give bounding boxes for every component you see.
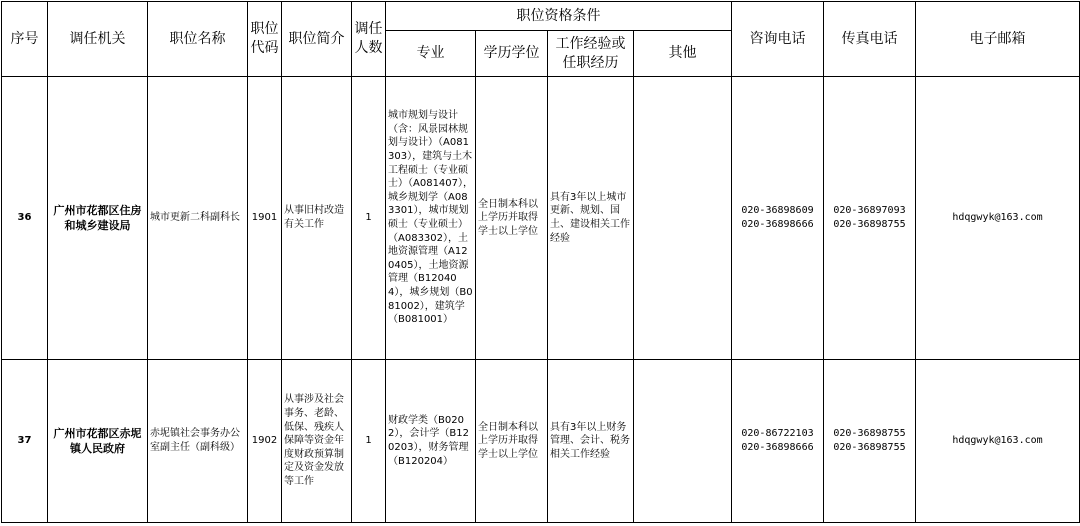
row-experience: 具有3年以上财务管理、会计、税务相关工作经验 bbox=[548, 360, 634, 523]
row-seq: 37 bbox=[2, 360, 48, 523]
row-other bbox=[634, 77, 732, 360]
header-fax: 传真电话 bbox=[824, 2, 916, 77]
row-phone: 020-86722103 020-36898666 bbox=[732, 360, 824, 523]
row-email: hdqgwyk@163.com bbox=[916, 77, 1080, 360]
header-position-name: 职位名称 bbox=[148, 2, 248, 77]
row-count: 1 bbox=[352, 77, 386, 360]
header-major: 专业 bbox=[386, 31, 476, 77]
header-intro: 职位简介 bbox=[282, 2, 352, 77]
recruitment-table bbox=[1, 1, 1080, 523]
row-email: hdqgwyk@163.com bbox=[916, 360, 1080, 523]
row-count: 1 bbox=[352, 360, 386, 523]
row-education: 全日制本科以上学历并取得学士以上学位 bbox=[476, 77, 548, 360]
header-agency: 调任机关 bbox=[48, 2, 148, 77]
row-intro: 从事旧村改造有关工作 bbox=[282, 77, 352, 360]
row-position-code: 1901 bbox=[248, 77, 282, 360]
row-intro: 从事涉及社会事务、老龄、低保、残疾人保障等资金年度财政预算制定及资金发放等工作 bbox=[282, 360, 352, 523]
row-major: 财政学类（B0202），会计学（B120203），财务管理（B120204） bbox=[386, 360, 476, 523]
header-qualifications: 职位资格条件 bbox=[386, 2, 732, 31]
header-experience: 工作经验或 任职经历 bbox=[548, 31, 634, 77]
row-seq: 36 bbox=[2, 77, 48, 360]
row-position-code: 1902 bbox=[248, 360, 282, 523]
header-education: 学历学位 bbox=[476, 31, 548, 77]
row-position-name: 赤坭镇社会事务办公室副主任（副科级） bbox=[148, 360, 248, 523]
row-education: 全日制本科以上学历并取得学士以上学位 bbox=[476, 360, 548, 523]
row-agency: 广州市花都区住房和城乡建设局 bbox=[48, 77, 148, 360]
header-position-code: 职位 代码 bbox=[248, 2, 282, 77]
table-row bbox=[2, 360, 1080, 523]
row-fax: 020-36897093 020-36898755 bbox=[824, 77, 916, 360]
table-row bbox=[2, 77, 1080, 360]
row-experience: 具有3年以上城市更新、规划、国土、建设相关工作经验 bbox=[548, 77, 634, 360]
header-count: 调任 人数 bbox=[352, 2, 386, 77]
header-email: 电子邮箱 bbox=[916, 2, 1080, 77]
header-seq: 序号 bbox=[2, 2, 48, 77]
row-agency: 广州市花都区赤坭镇人民政府 bbox=[48, 360, 148, 523]
header-phone: 咨询电话 bbox=[732, 2, 824, 77]
row-other bbox=[634, 360, 732, 523]
header-other: 其他 bbox=[634, 31, 732, 77]
row-major: 城市规划与设计（含：风景园林规划与设计）（A081303），建筑与土木工程硕士（专业硕士）（A081407），城乡规划学（A083301），城市规划硕士（专业硕士）（A083302），土地资源管理（A120405），土地资源管理（B120404），城乡规划（B081002），建筑学（B081001） bbox=[386, 77, 476, 360]
row-fax: 020-36898755 020-36898755 bbox=[824, 360, 916, 523]
row-position-name: 城市更新二科副科长 bbox=[148, 77, 248, 360]
row-phone: 020-36898609 020-36898666 bbox=[732, 77, 824, 360]
